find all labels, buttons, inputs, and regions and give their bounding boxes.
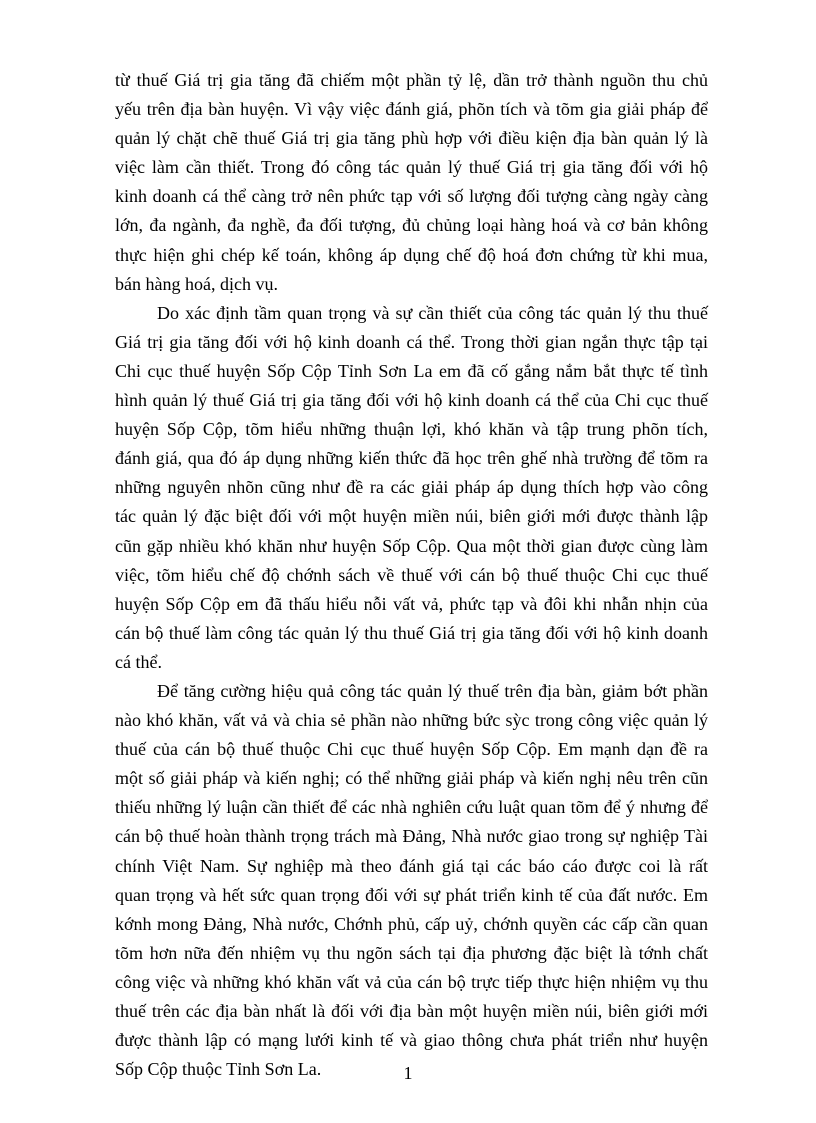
text-line: nào khó khăn, vất vả và chia sẻ phần nào những bức sỳc trong công việc quản lý: [115, 710, 708, 731]
text-line: thuế của cán bộ thuế thuộc Chi cục thuế huyện Sốp Cộp. Em mạnh dạn đề ra: [115, 739, 708, 760]
paragraph: [115, 299, 708, 677]
page-number: 1: [403, 1063, 413, 1083]
text-line: cá thể.: [115, 651, 162, 672]
text-line: thiếu những lý luận cần thiết để các nhà nghiên cứu luật quan tõm để ý nhưng để: [115, 797, 708, 818]
text-line: quan trọng và hết sức quan trọng đối với sự phát triển kinh tế của đất nước. Em: [115, 884, 708, 905]
text-line: tõm hơn nữa đến nhiệm vụ thu ngõn sách tại địa phương đặc biệt là tớnh chất: [115, 942, 708, 963]
text-line: yếu trên địa bàn huyện. Vì vậy việc đánh giá, phõn tích và tõm gia giải pháp để: [115, 99, 708, 120]
text-line: thuế trên các địa bàn nhất là đối với địa bàn một huyện miền núi, biên giới mới: [115, 1001, 708, 1021]
text-line: Do xác định tầm quan trọng và sự cần thiết của công tác quản lý thu thuế: [157, 302, 708, 323]
text-line: công việc và những khó khăn vất vả của cán bộ trực tiếp thực hiện nhiệm vụ thu: [115, 971, 708, 992]
text-line: bán hàng hoá, dịch vụ.: [115, 273, 278, 294]
text-line: cán bộ thuế hoàn thành trọng trách mà Đảng, Nhà nước giao trong sự nghiệp Tài: [115, 826, 708, 847]
text-line: kinh doanh cá thể càng trở nên phức tạp với số lượng đối tượng càng ngày càng: [115, 186, 708, 207]
text-line: huyện Sốp Cộp, tõm hiểu những thuận lợi, khó khăn và tập trung phõn tích,: [115, 419, 708, 440]
text-line: chính Việt Nam. Sự nghiệp mà theo đánh giá tại các báo cáo được coi là rất: [115, 855, 708, 876]
text-line: một số giải pháp và kiến nghị; có thể những giải pháp và kiến nghị nêu trên cũn: [115, 768, 708, 789]
paragraph: [115, 66, 708, 299]
text-line: kớnh mong Đảng, Nhà nước, Chớnh phủ, cấp uỷ, chớnh quyền các cấp cần quan: [115, 913, 708, 934]
text-line: lớn, đa ngành, đa nghề, đa đối tượng, đủ chủng loại hàng hoá và cơ bản không: [115, 215, 708, 236]
text-line: việc, tõm hiểu chế độ chớnh sách về thuế với cán bộ thuế thuộc Chi cục thuế: [115, 564, 708, 585]
text-line: cũn gặp nhiều khó khăn như huyện Sốp Cộp. Qua một thời gian được cùng làm: [115, 535, 708, 556]
text-line: từ thuế Giá trị gia tăng đã chiếm một phần tỷ lệ, dần trở thành nguồn thu chủ: [115, 70, 708, 90]
text-line: thực hiện ghi chép kế toán, không áp dụng chế độ hoá đơn chứng từ khi mua,: [115, 244, 708, 265]
text-line: cán bộ thuế làm công tác quản lý thu thuế Giá trị gia tăng đối với hộ kinh doanh: [115, 622, 708, 643]
document-body: [115, 66, 708, 1084]
text-line: huyện Sốp Cộp em đã thấu hiểu nỗi vất vả, phức tạp và đôi khi nhẫn nhịn của: [115, 593, 708, 614]
text-line: hình quản lý thuế Giá trị gia tăng đối với hộ kinh doanh cá thể của Chi cục thuế: [115, 390, 708, 411]
text-line: những nguyên nhõn cũng như đề ra các giải pháp áp dụng thích hợp vào công: [115, 477, 708, 498]
text-line: được thành lập có mạng lưới kinh tế và giao thông chưa phát triển như huyện: [115, 1030, 708, 1051]
text-line: việc làm cần thiết. Trong đó công tác quản lý thuế Giá trị gia tăng đối với hộ: [115, 157, 708, 178]
text-line: Để tăng cường hiệu quả công tác quản lý thuế trên địa bàn, giảm bớt phần: [157, 680, 708, 701]
text-line: Sốp Cộp thuộc Tỉnh Sơn La.: [115, 1059, 322, 1080]
text-line: tác quản lý đặc biệt đối với một huyện miền núi, biên giới mới được thành lập: [115, 506, 708, 527]
paragraph: [115, 677, 708, 1084]
text-line: Giá trị gia tăng đối với hộ kinh doanh cá thể. Trong thời gian ngắn thực tập tại: [115, 331, 708, 352]
text-line: Chi cục thuế huyện Sốp Cộp Tỉnh Sơn La em đã cố gắng nắm bắt thực tế tình: [115, 360, 708, 381]
text-line: đánh giá, qua đó áp dụng những kiến thức đã học trên ghế nhà trường để tõm ra: [115, 448, 708, 469]
text-line: quản lý chặt chẽ thuế Giá trị gia tăng phù hợp với điều kiện địa bàn quản lý là: [115, 128, 708, 149]
